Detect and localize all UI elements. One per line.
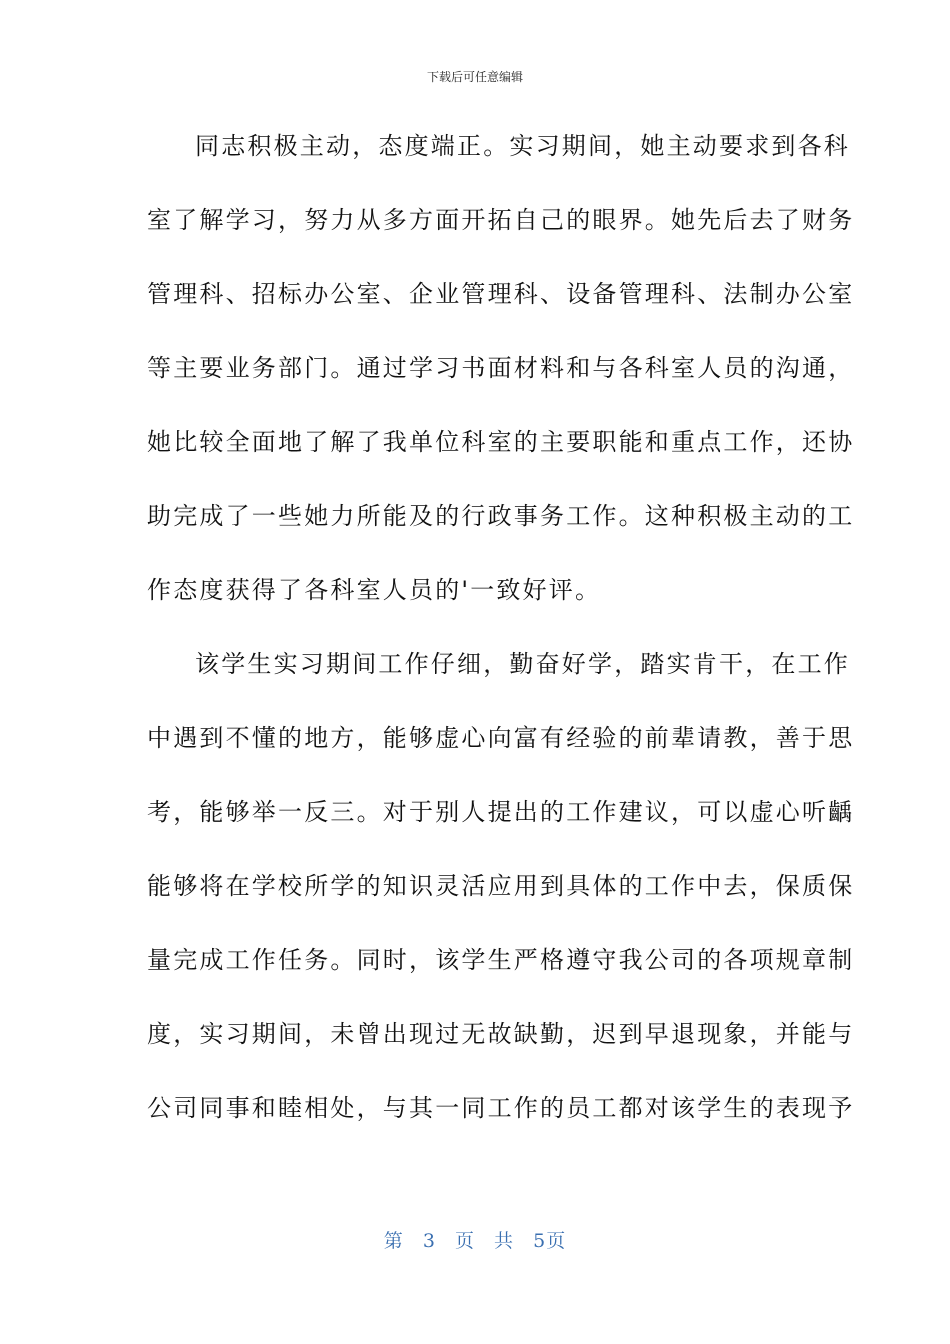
footer-page-word: 页 — [454, 1230, 475, 1252]
paragraph-line: 度，实习期间，未曾出现过无故缺勤，迟到早退现象，并能与 — [147, 1020, 855, 1048]
paragraph-line: 该学生实习期间工作仔细，勤奋好学，踏实肯干，在工作 — [195, 650, 850, 678]
paragraph-line: 中遇到不懂的地方，能够虚心向富有经验的前辈请教，善于思 — [147, 724, 855, 752]
footer-prefix: 第 — [383, 1230, 404, 1252]
paragraph-line: 作态度获得了各科室人员的'一致好评。 — [147, 576, 602, 604]
page-header-note: 下载后可任意编辑 — [426, 70, 523, 84]
paragraph-line: 管理科、招标办公室、企业管理科、设备管理科、法制办公室 — [147, 280, 855, 308]
paragraph-line: 公司同事和睦相处，与其一同工作的员工都对该学生的表现予 — [147, 1094, 855, 1122]
footer-total-word: 共 — [494, 1230, 515, 1252]
current-page-number: 3 — [422, 1230, 436, 1252]
paragraph-line: 同志积极主动，态度端正。实习期间，她主动要求到各科 — [195, 132, 850, 160]
paragraph-line: 量完成工作任务。同时，该学生严格遵守我公司的各项规章制 — [147, 946, 855, 974]
page-number-footer — [0, 1226, 950, 1253]
paragraph-1 — [147, 128, 855, 646]
document-body — [147, 128, 855, 1164]
paragraph-line: 考，能够举一反三。对于别人提出的工作建议，可以虚心听齲 — [147, 798, 855, 826]
total-pages: 5页 — [533, 1230, 567, 1252]
paragraph-line: 她比较全面地了解了我单位科室的主要职能和重点工作，还协 — [147, 428, 855, 456]
paragraph-line: 助完成了一些她力所能及的行政事务工作。这种积极主动的工 — [147, 502, 855, 530]
paragraph-line: 能够将在学校所学的知识灵活应用到具体的工作中去，保质保 — [147, 872, 855, 900]
paragraph-line: 等主要业务部门。通过学习书面材料和与各科室人员的沟通， — [147, 354, 855, 382]
paragraph-2 — [147, 646, 855, 1164]
paragraph-line: 室了解学习，努力从多方面开拓自己的眼界。她先后去了财务 — [147, 206, 855, 234]
